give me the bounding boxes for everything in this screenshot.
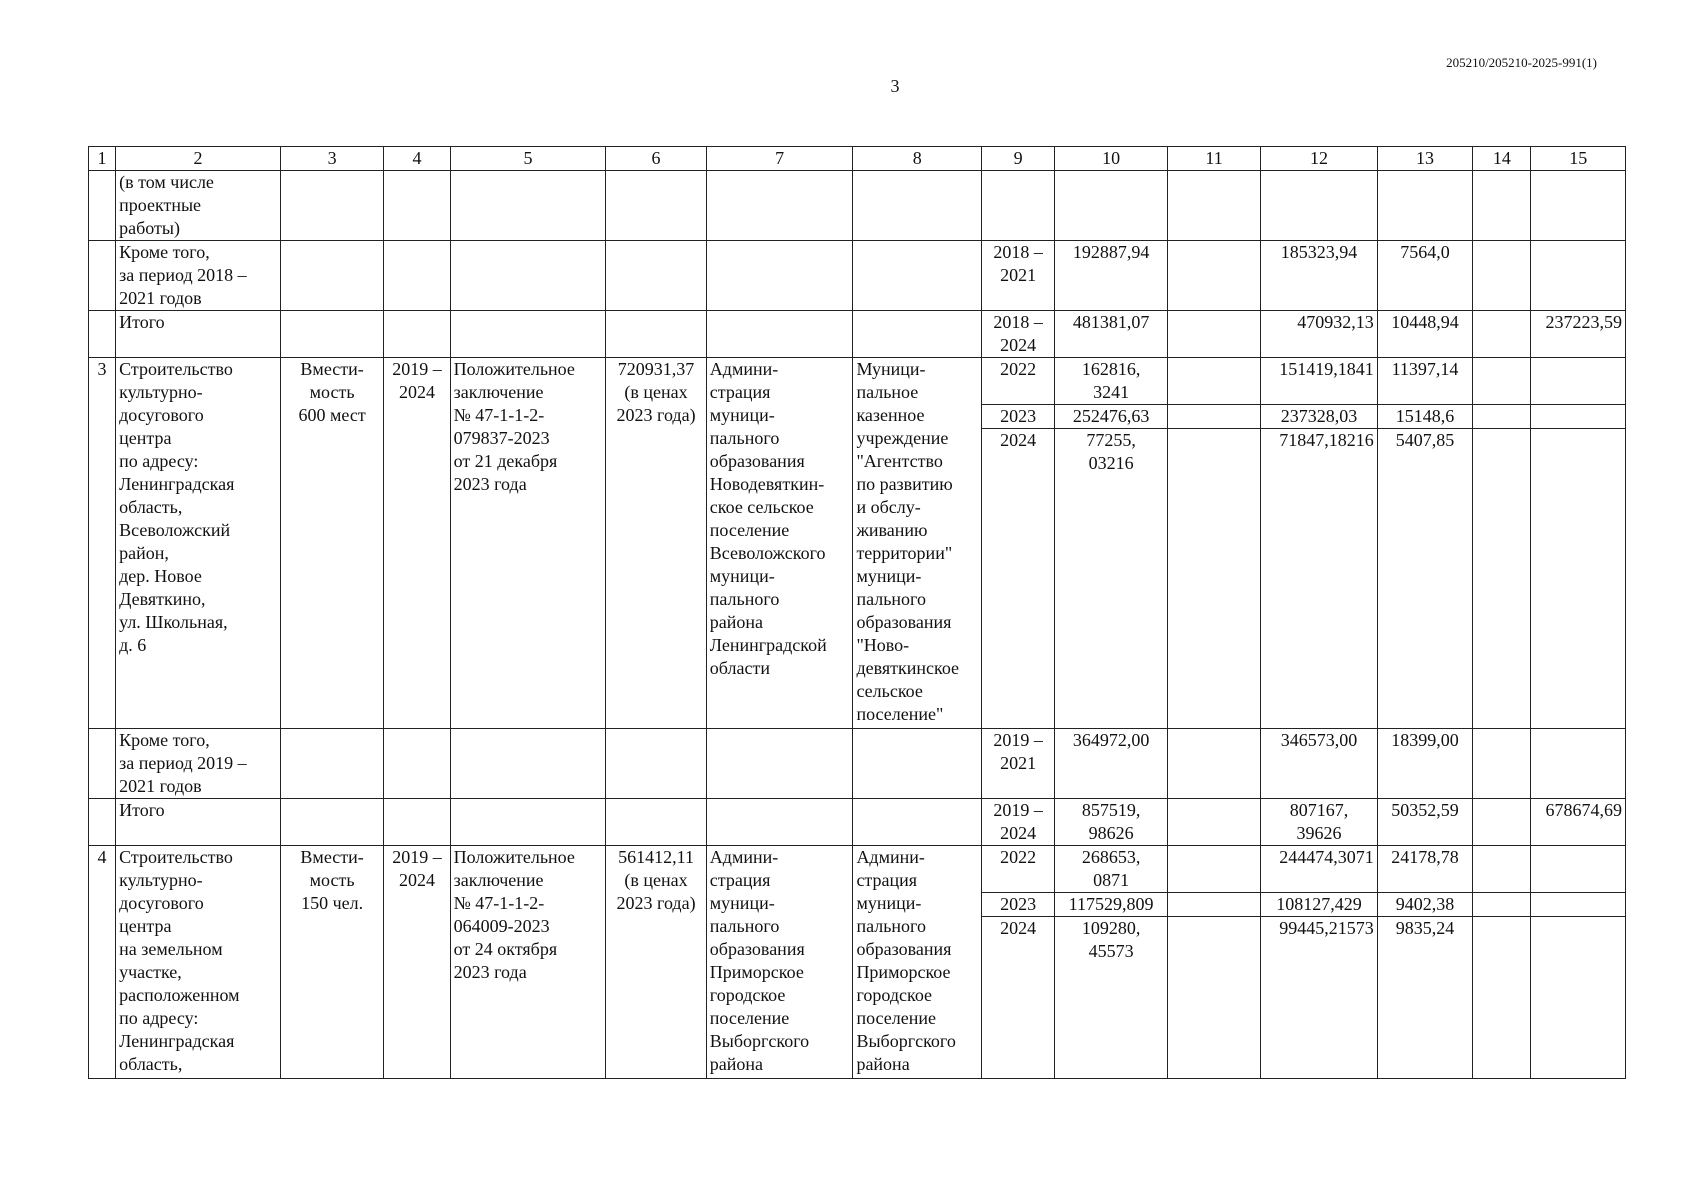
value-col13: 15148,6: [1377, 405, 1472, 429]
column-number: 3: [280, 147, 383, 171]
value-col13: 24178,78: [1377, 846, 1472, 893]
row-number: 3: [89, 358, 116, 729]
value-col10: 364972,00: [1055, 729, 1168, 799]
value-col12: 71847,18216: [1261, 429, 1378, 729]
page-number: 3: [890, 76, 900, 96]
total-label: Итого: [116, 311, 281, 358]
estimated-cost: 561412,11 (в ценах 2023 года): [606, 846, 706, 1079]
object-name-continued: (в том числе проектные работы): [116, 171, 281, 241]
column-number: 7: [706, 147, 853, 171]
value-col13: 9835,24: [1377, 917, 1472, 1079]
value-col12: 807167, 39626: [1261, 799, 1378, 846]
column-number: 15: [1531, 147, 1626, 171]
value-col13: 10448,94: [1377, 311, 1472, 358]
value-col12: 151419,1841: [1261, 358, 1378, 405]
value-col13: 11397,14: [1377, 358, 1472, 405]
column-number: 1: [89, 147, 116, 171]
column-number: 14: [1473, 147, 1531, 171]
column-number: 2: [116, 147, 281, 171]
column-number: 6: [606, 147, 706, 171]
value-col12: 244474,3071: [1261, 846, 1378, 893]
value-col10: 192887,94: [1055, 241, 1168, 311]
year-cell: 2023: [982, 405, 1055, 429]
year-cell: 2024: [982, 917, 1055, 1079]
table-row: [89, 358, 1626, 405]
extra-period-label: Кроме того, за период 2018 – 2021 годов: [116, 241, 281, 311]
value-col10: 252476,63: [1055, 405, 1168, 429]
capacity: Вмести- мость 600 мест: [280, 358, 383, 729]
year-cell: 2023: [982, 893, 1055, 917]
year-cell: 2024: [982, 429, 1055, 729]
period-cell: 2018 – 2024: [982, 311, 1055, 358]
object-name: Строительство культурно- досугового центра на земельном участке, расположенном по адресу: Ленинградская область,: [116, 846, 281, 1079]
capacity: Вмести- мость 150 чел.: [280, 846, 383, 1079]
investment-table: [88, 146, 1626, 1079]
expert-conclusion: Положительное заключение № 47-1-1-2- 064009-2023 от 24 октября 2023 года: [450, 846, 606, 1079]
value-col15: 678674,69: [1531, 799, 1626, 846]
value-col13: 5407,85: [1377, 429, 1472, 729]
column-number: 9: [982, 147, 1055, 171]
column-number: 12: [1261, 147, 1378, 171]
total-label: Итого: [116, 799, 281, 846]
column-number: 13: [1377, 147, 1472, 171]
table-row: [89, 171, 1626, 241]
column-number-row: [89, 147, 1626, 171]
value-col13: 18399,00: [1377, 729, 1472, 799]
year-cell: 2022: [982, 846, 1055, 893]
construction-years: 2019 – 2024: [384, 846, 450, 1079]
column-number: 11: [1167, 147, 1260, 171]
table-row: [89, 846, 1626, 893]
value-col10: 162816, 3241: [1055, 358, 1168, 405]
construction-years: 2019 – 2024: [384, 358, 450, 729]
value-col12: 99445,21573: [1261, 917, 1378, 1079]
period-cell: 2018 – 2021: [982, 241, 1055, 311]
object-name: Строительство культурно- досугового центра по адресу: Ленинградская область, Всеволожский район, дер. Новое Девяткино, ул. Школьная, д. 6: [116, 358, 281, 729]
customer: Админи- страция муници- пального образования Новодевяткин- ское сельское поселение Всеволожского муници- пального района Ленинградской области: [706, 358, 853, 729]
value-col15: 237223,59: [1531, 311, 1626, 358]
table-row: [89, 311, 1626, 358]
builder: Муници- пальное казенное учреждение "Агентство по развитию и обслу- живанию территории" муници- пального образования "Ново- девяткинское сельское поселение": [853, 358, 982, 729]
value-col13: 50352,59: [1377, 799, 1472, 846]
column-number: 4: [384, 147, 450, 171]
customer: Админи- страция муници- пального образования Приморское городское поселение Выборгского района: [706, 846, 853, 1079]
builder: Админи- страция муници- пального образования Приморское городское поселение Выборгского района: [853, 846, 982, 1079]
value-col13: 9402,38: [1377, 893, 1472, 917]
value-col10: 109280, 45573: [1055, 917, 1168, 1079]
estimated-cost: 720931,37 (в ценах 2023 года): [606, 358, 706, 729]
column-number: 5: [450, 147, 606, 171]
table-row: [89, 729, 1626, 799]
value-col10: 857519, 98626: [1055, 799, 1168, 846]
extra-period-label: Кроме того, за период 2019 – 2021 годов: [116, 729, 281, 799]
value-col10: 77255, 03216: [1055, 429, 1168, 729]
period-cell: 2019 – 2021: [982, 729, 1055, 799]
table-row: [89, 241, 1626, 311]
column-number: 8: [853, 147, 982, 171]
document-code: 205210/205210-2025-991(1): [1446, 55, 1597, 70]
value-col12: 346573,00: [1261, 729, 1378, 799]
value-col12: 108127,429: [1261, 893, 1378, 917]
value-col12: 237328,03: [1261, 405, 1378, 429]
value-col13: 7564,0: [1377, 241, 1472, 311]
period-cell: 2019 – 2024: [982, 799, 1055, 846]
row-number: 4: [89, 846, 116, 1079]
expert-conclusion: Положительное заключение № 47-1-1-2- 079837-2023 от 21 декабря 2023 года: [450, 358, 606, 729]
value-col12: 470932,13: [1261, 311, 1378, 358]
value-col10: 268653, 0871: [1055, 846, 1168, 893]
value-col10: 117529,809: [1055, 893, 1168, 917]
value-col12: 185323,94: [1261, 241, 1378, 311]
table-row: [89, 799, 1626, 846]
column-number: 10: [1055, 147, 1168, 171]
year-cell: 2022: [982, 358, 1055, 405]
value-col10: 481381,07: [1055, 311, 1168, 358]
